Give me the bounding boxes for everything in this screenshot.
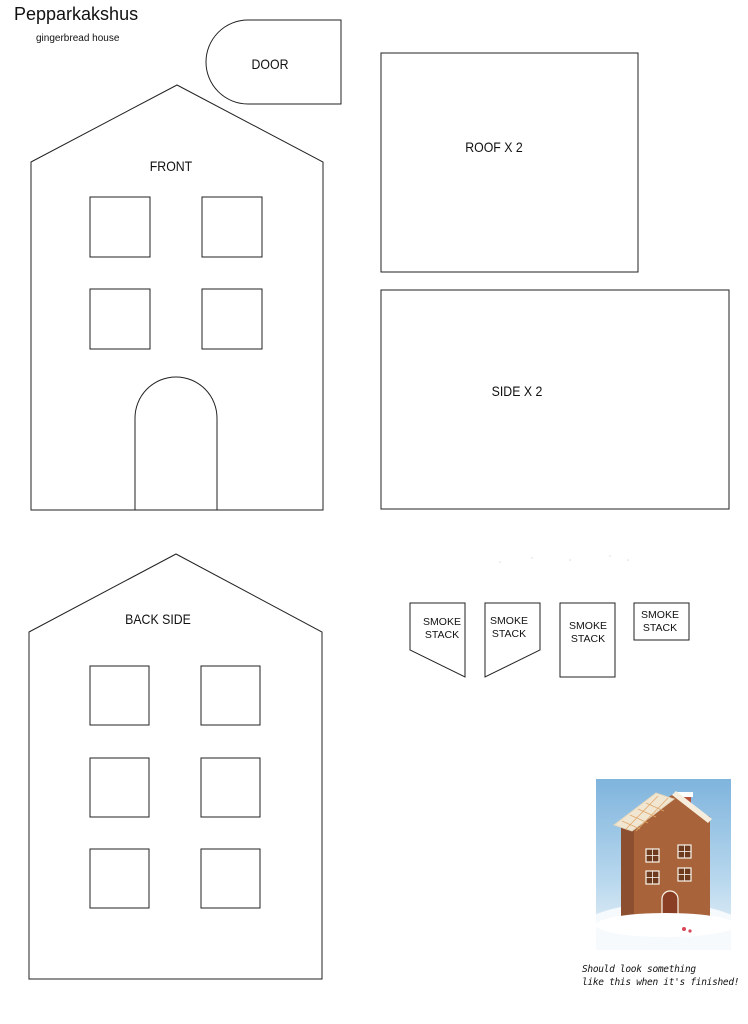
side-label: SIDE X 2 <box>491 383 543 399</box>
finished-house-photo <box>596 779 731 950</box>
back-window <box>201 666 260 725</box>
smoke-stack-label-line: SMOKE <box>423 616 461 628</box>
caption-line: like this when it's finished! <box>582 976 740 988</box>
front-window <box>202 197 262 257</box>
front-piece <box>31 85 323 510</box>
smoke-stack-label-line: SMOKE <box>490 615 528 627</box>
back-window <box>90 849 149 908</box>
front-window <box>202 289 262 349</box>
smoke-stack-label-1 <box>412 616 472 642</box>
smoke-stack-label-2 <box>479 615 539 641</box>
side-piece <box>381 290 729 509</box>
door-label: DOOR <box>251 56 289 72</box>
front-door-opening <box>135 377 217 510</box>
front-label: FRONT <box>149 158 193 174</box>
roof-piece <box>381 53 638 272</box>
smoke-stack-label-3 <box>558 620 618 646</box>
smoke-stack-label-4 <box>630 609 690 635</box>
back-window <box>201 758 260 817</box>
smoke-stack-label-line: STACK <box>570 633 606 646</box>
page-title: Pepparkakshus <box>14 4 139 24</box>
front-window <box>90 289 150 349</box>
smoke-stack-label-line: SMOKE <box>569 620 607 632</box>
back-label: BACK SIDE <box>125 611 191 627</box>
smoke-stack-label-line: SMOKE <box>641 609 679 621</box>
page-subtitle: gingerbread house <box>36 33 120 44</box>
smoke-stack-label-line: STACK <box>424 629 460 642</box>
caption-line: Should look something <box>582 964 696 975</box>
finished-caption <box>582 964 748 990</box>
back-window <box>90 666 149 725</box>
back-window <box>201 849 260 908</box>
roof-label: ROOF X 2 <box>465 139 523 155</box>
back-window <box>90 758 149 817</box>
smoke-stack-label-line: STACK <box>642 622 678 635</box>
front-window <box>90 197 150 257</box>
smoke-stack-label-line: STACK <box>491 628 527 641</box>
